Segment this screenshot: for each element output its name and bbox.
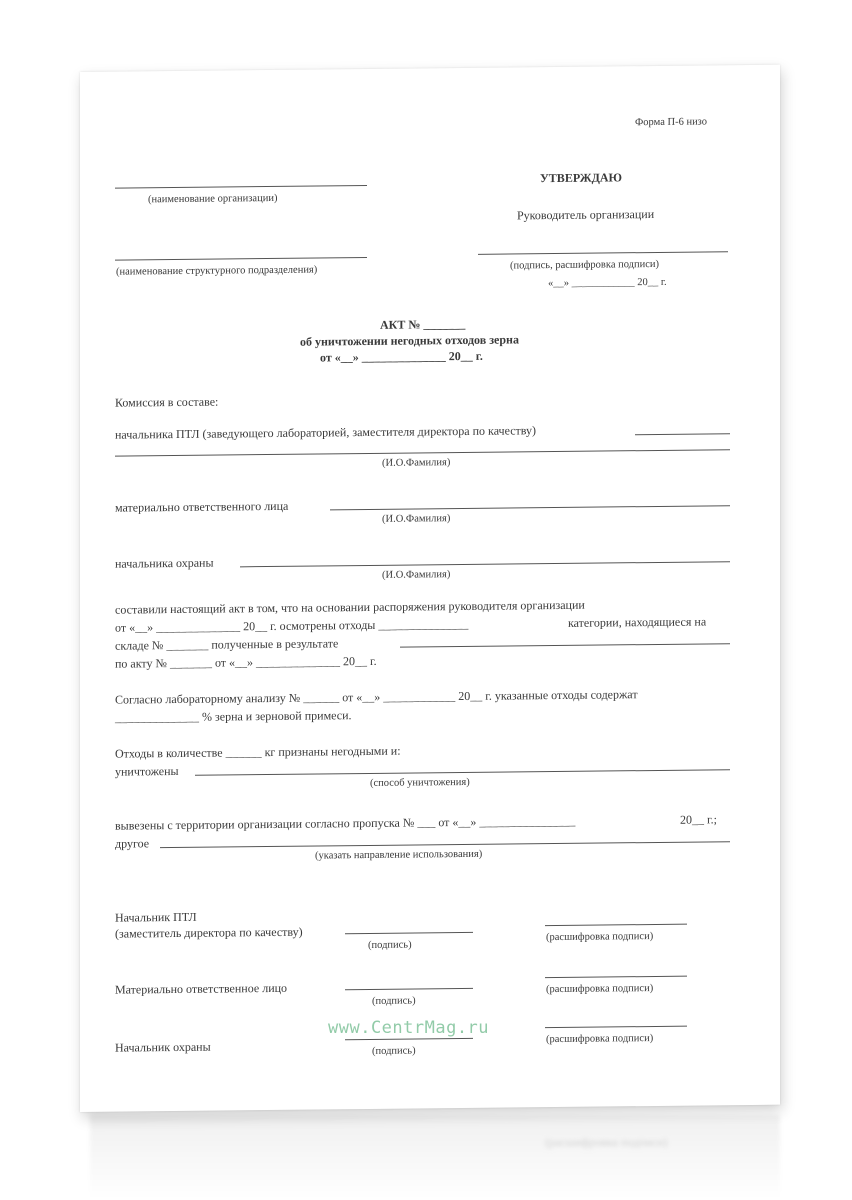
- sig2-decode-line: [545, 976, 687, 978]
- member3-fio-caption: (И.О.Фамилия): [382, 569, 451, 581]
- p1-line3: складе № _______ полученные в результате: [115, 636, 339, 653]
- document-page: [80, 65, 780, 1112]
- sig1-decode-caption: (расшифровка подписи): [546, 930, 654, 944]
- sig3-signature-line: [345, 1038, 473, 1040]
- dept-name-line: [115, 257, 367, 261]
- approve-sign-line: [478, 251, 728, 255]
- member1-line-a: [635, 433, 730, 435]
- p2-line1: Согласно лабораторному анализу № ______ от «__» ____________ 20__ г. указанные отходы содержат: [115, 687, 638, 707]
- method-caption: (способ уничтожения): [370, 776, 470, 789]
- watermark-text: www.CentrMag.ru: [328, 1018, 490, 1038]
- approve-heading: УТВЕРЖДАЮ: [540, 170, 623, 186]
- act-subtitle: об уничтожении негодных отходов зерна: [300, 332, 519, 349]
- approve-date: «__» ____________ 20__ г.: [548, 276, 667, 290]
- org-caption: (наименование организации): [148, 192, 278, 206]
- org-name-line: [115, 185, 367, 189]
- p1-line2: от «__» ______________ 20__ г. осмотрены отходы _______________: [115, 616, 469, 635]
- member1-label: начальника ПТЛ (заведующего лабораторией, заместителя директора по качеству): [115, 423, 537, 442]
- commission-label: Комиссия в составе:: [115, 394, 219, 410]
- p4-line1-end: 20__ г.;: [680, 812, 717, 827]
- form-label: Форма П-6 низо: [635, 116, 708, 129]
- p3-line1: Отходы в количестве ______ кг признаны негодными и:: [115, 743, 401, 761]
- head-title: Руководитель организации: [517, 206, 655, 223]
- dept-caption: (наименование структурного подразделения): [116, 264, 318, 278]
- p4-line1: вывезены с территории организации согласно пропуска № ___ от «__» ________________: [115, 813, 576, 833]
- direction-line: [160, 841, 730, 848]
- act-date: от «__» ______________ 20__ г.: [320, 348, 483, 365]
- sig3-title: Начальник охраны: [115, 1039, 211, 1055]
- act-title: АКТ № _______: [380, 316, 466, 332]
- direction-caption: (указать направление использования): [315, 848, 483, 862]
- sig1-signature-caption: (подпись): [368, 939, 412, 951]
- member3-line: [240, 561, 730, 567]
- sig3-decode-caption: (расшифровка подписи): [546, 1032, 654, 1046]
- sig2-signature-line: [345, 988, 473, 990]
- sig2-decode-caption: (расшифровка подписи): [546, 982, 654, 996]
- p2-line2: ______________ % зерна и зерновой примеси.: [115, 708, 352, 725]
- sig3-decode-line: [545, 1026, 687, 1028]
- member1-line-b: [115, 449, 730, 456]
- member2-label: материально ответственного лица: [115, 498, 289, 515]
- member2-line: [330, 505, 730, 510]
- sig1-title: Начальник ПТЛ: [115, 909, 197, 925]
- member2-fio-caption: (И.О.Фамилия): [382, 513, 451, 525]
- sign-caption: (подпись, расшифровка подписи): [510, 258, 660, 272]
- sig1-subtitle: (заместитель директора по качеству): [115, 924, 303, 941]
- sig2-title: Материально ответственное лицо: [115, 980, 288, 997]
- p1-line1: составили настоящий акт в том, что на основании распоряжения руководителя организации: [115, 597, 585, 617]
- p4-line2: другое: [115, 836, 150, 851]
- paper-reflection: [90, 1115, 780, 1200]
- sig3-signature-caption: (подпись): [372, 1045, 416, 1057]
- sig1-decode-line: [545, 924, 687, 926]
- p3-line2: уничтожены: [115, 763, 179, 779]
- method-line: [195, 769, 730, 776]
- sig1-signature-line: [345, 932, 473, 934]
- reflection-text: (расшифровка подписи): [545, 1135, 668, 1149]
- sig2-signature-caption: (подпись): [372, 995, 416, 1007]
- member1-fio-caption: (И.О.Фамилия): [382, 457, 451, 469]
- p1-result-line: [400, 643, 730, 647]
- p1-line4: по акту № _______ от «__» ______________ 20__ г.: [115, 653, 377, 671]
- p1-line2-end: категории, находящиеся на: [568, 614, 707, 630]
- member3-label: начальника охраны: [115, 555, 214, 571]
